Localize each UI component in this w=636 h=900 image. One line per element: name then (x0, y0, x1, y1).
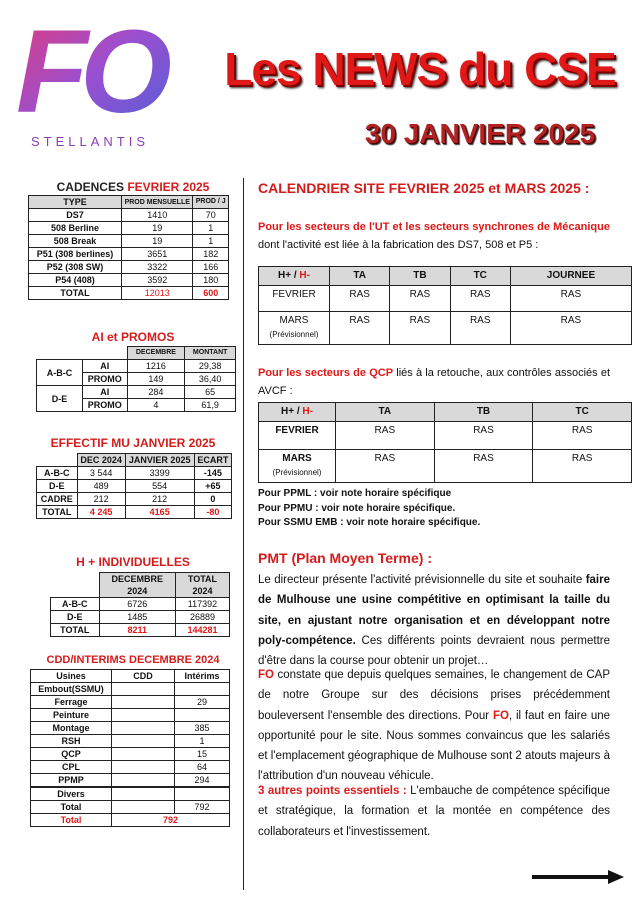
fo-logo (12, 12, 172, 120)
note-ppml: Pour PPML : voir note horaire spécifique (258, 488, 452, 499)
pmt-title: PMT (Plan Moyen Terme) : (258, 550, 432, 566)
h-individuelles-table: DECEMBRE 2024 TOTAL 2024 A-B-C 6726 117392 D-E 1485 26889 TOTAL 8211 144281 (50, 572, 230, 637)
total-row: Total 792 (31, 814, 230, 827)
table-row: A-B-C 6726 117392 (51, 598, 230, 611)
page-title: Les NEWS du CSE (224, 43, 616, 95)
table-row: Montage 385 (31, 722, 230, 735)
h-individuelles-title: H + INDIVIDUELLES (76, 555, 190, 569)
table-row: QCP 15 (31, 748, 230, 761)
table-row: Total 792 (31, 801, 230, 814)
calendrier-intro: Pour les secteurs de l'UT et les secteurs synchrones de Mécanique dont l'activité est liée à la fabrication des DS7, 508 et P5 : (258, 221, 610, 251)
pmt-paragraph-1: Le directeur présente l'activité prévisionnelle du site et souhaite faire de Mulhouse une usine compétitive en optimisant la taille du site, en ajustant notre organisation et en développant notre poly-compétence. Ces différents points devraient nous permettre d'être dans la course pour obtenir un projet… (258, 574, 610, 668)
table-row: PROMO 4 61,9 (37, 399, 236, 412)
cdd-title: CDD/INTERIMS DECEMBRE 2024 (46, 654, 220, 666)
table-row: CPL 64 (31, 761, 230, 774)
table-row: FEVRIER RAS RAS RAS (259, 422, 632, 450)
ai-promos-table: DECEMBRE MONTANT A-B-C AI 1216 29,38 PROMO 149 36,40 D-E AI 284 65 PROMO 4 61,9 (36, 346, 236, 412)
calendrier-title: CALENDRIER SITE FEVRIER 2025 et MARS 2025 : (258, 180, 590, 196)
table-row: MARS (Prévisionnel) RAS RAS RAS RAS (259, 312, 632, 345)
issue-date: 30 JANVIER 2025 (364, 118, 596, 149)
table-row: 508 Berline 19 1 (29, 222, 229, 235)
table-row: P51 (308 berlines) 3651 182 (29, 248, 229, 261)
table-row: DS7 1410 70 (29, 209, 229, 222)
table-row: CADRE 212 212 0 (37, 493, 232, 506)
svg-text:FO: FO (16, 12, 164, 120)
horaire-notes (258, 487, 618, 531)
note-ppmu: Pour PPMU : voir note horaire spécifique. (258, 502, 456, 514)
table-row: D-E 489 554 +65 (37, 480, 232, 493)
table-row: 508 Break 19 1 (29, 235, 229, 248)
table-row: Peinture (31, 709, 230, 722)
cadences-title: CADENCES FEVRIER 2025 (56, 180, 210, 194)
effectif-table: DEC 2024 JANVIER 2025 ECART A-B-C 3 544 3399 -145 D-E 489 554 +65 CADRE 212 212 0 TOTAL 4 245 4165 -80 (36, 453, 232, 519)
pmt-paragraph-2: FO constate que depuis quelques semaines, le changement de CAP de notre Groupe sur des décisions prises précédemment bouleversent l'ensemble des directions. Pour FO, il faut en faire une opportunité pour le site. Nous sommes convaincus que les salariés et l'emplacement géographique de Mulhouse sont 2 atouts majeurs à l'attribution d'un nouveau véhicule. (258, 669, 611, 783)
table-row: A-B-C AI 1216 29,38 (37, 360, 236, 373)
table-row: Embout(SSMU) (31, 683, 230, 696)
note-ssmu: Pour SSMU EMB : voir note horaire spécifique. (258, 517, 481, 528)
total-row: TOTAL 4 245 4165 -80 (37, 506, 232, 519)
table-row: D-E AI 284 65 (37, 386, 236, 399)
cdd-table: Usines CDD Intérims Embout(SSMU) Ferrage 29 Peinture Montage 385 RSH 1 QCP 15 CPL 64 PPMP 294 Divers Total 792 Total 792 (30, 669, 230, 827)
effectif-title: EFFECTIF MU JANVIER 2025 (50, 436, 216, 450)
total-row: TOTAL 8211 144281 (51, 624, 230, 637)
pmt-paragraph-3: 3 autres points essentiels : L'embauche de compétence spécifique et stratégique, la formation et la montée en compétence des collaborateurs et l'investissement. (258, 785, 610, 838)
calendrier-table-qcp: H+ / H- TA TB TC FEVRIER RAS RAS RAS MARS (Prévisionnel) RAS RAS RAS (258, 402, 632, 483)
table-row: D-E 1485 26889 (51, 611, 230, 624)
total-row: TOTAL 12013 600 (29, 287, 229, 300)
table-row: Ferrage 29 (31, 696, 230, 709)
calendrier-table-ut: H+ / H- TA TB TC JOURNEE FEVRIER RAS RAS RAS RAS MARS (Prévisionnel) RAS RAS RAS RAS (258, 266, 632, 345)
table-row: PROMO 149 36,40 (37, 373, 236, 386)
table-row: Divers (31, 788, 230, 801)
table-row: P54 (408) 3592 180 (29, 274, 229, 287)
cadences-table: TYPE PROD MENSUELLE PROD / J DS7 1410 70 508 Berline 19 1 508 Break 19 1 P51 (308 berlines) 3651 182 P52 (308 SW) 3322 166 P54 (408) 3592 180 TOTAL 12013 600 (28, 195, 229, 300)
table-row: RSH 1 (31, 735, 230, 748)
qcp-intro: Pour les secteurs de QCP liés à la retouche, aux contrôles associés et AVCF : (258, 367, 611, 397)
table-row: FEVRIER RAS RAS RAS RAS (259, 286, 632, 312)
column-divider (243, 178, 244, 890)
table-row: MARS (Prévisionnel) RAS RAS RAS (259, 450, 632, 483)
next-page-arrow-icon[interactable] (532, 870, 624, 884)
logo-subtitle: STELLANTIS (30, 134, 150, 149)
table-row: PPMP 294 (31, 774, 230, 787)
ai-promos-title: AI et PROMOS (91, 330, 175, 344)
table-row: P52 (308 SW) 3322 166 (29, 261, 229, 274)
table-row: A-B-C 3 544 3399 -145 (37, 467, 232, 480)
